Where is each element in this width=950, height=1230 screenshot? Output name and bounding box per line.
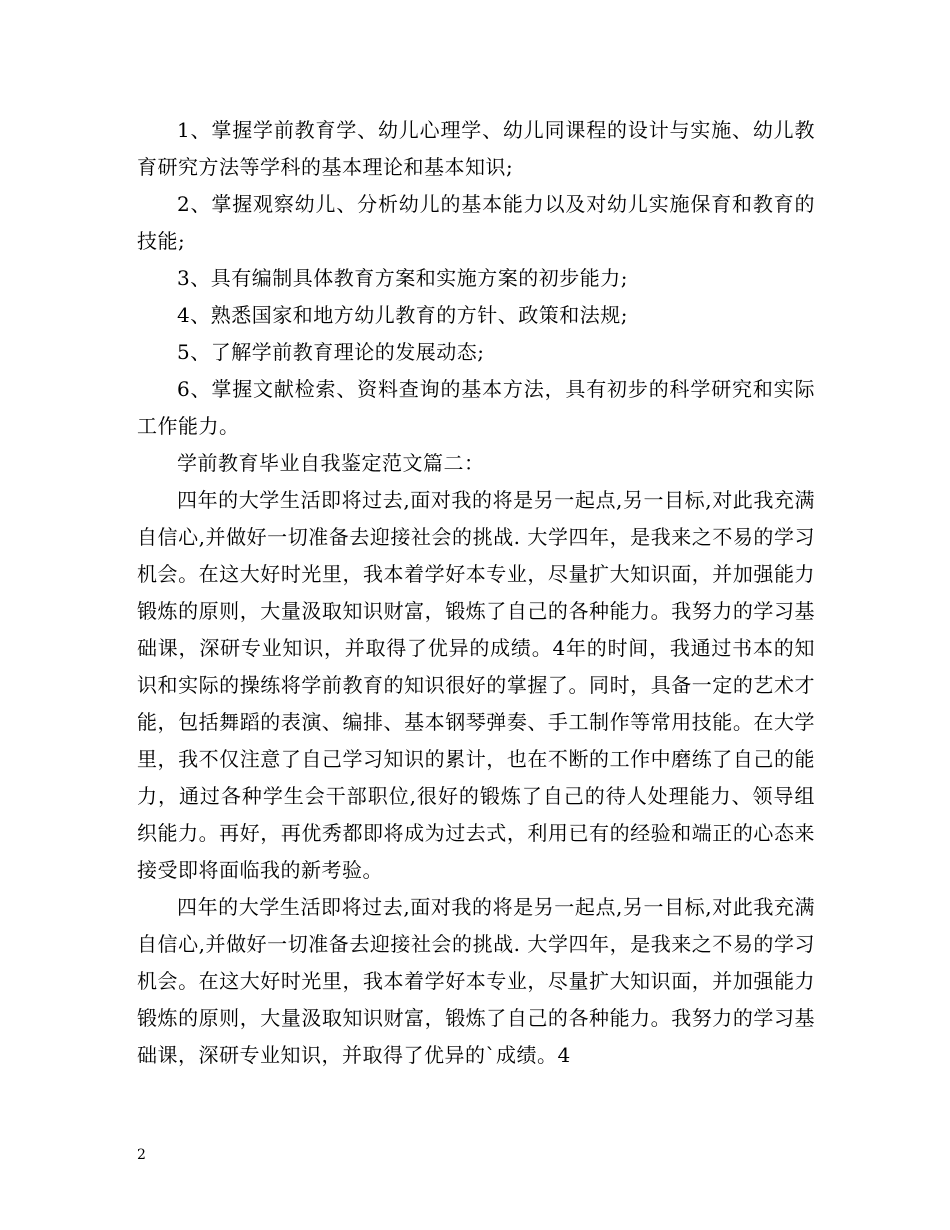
paragraph-objective-1: 1、掌握学前教育学、幼儿心理学、幼儿同课程的设计与实施、幼儿教育研究方法等学科的基本理论和基本知识; [137,118,815,179]
paragraph-body-2: 四年的大学生活即将过去,面对我的将是另一起点,另一目标,对此我充满自信心,并做好一切准备去迎接社会的挑战. 大学四年，是我来之不易的学习机会。在这大好时光里，我本着学好本专业，尽量扩大知识面，并加强能力锻炼的原则，大量汲取知识财富，锻炼了自己的各种能力。我努力的学习基础课，深研专业知识，并取得了优异的`成绩。4 [137,895,815,1067]
document-body [137,112,815,1074]
section-heading: 学前教育毕业自我鉴定范文篇二： [177,451,485,475]
paragraph-objective-2: 2、掌握观察幼儿、分析幼儿的基本能力以及对幼儿实施保育和教育的技能; [137,192,815,253]
page-number: 2 [137,1147,146,1163]
paragraph-objective-3: 3、具有编制具体教育方案和实施方案的初步能力; [177,266,628,290]
paragraph-objective-5: 5、了解学前教育理论的发展动态; [177,340,485,364]
paragraph-objective-6: 6、掌握文献检索、资料查询的基本方法，具有初步的科学研究和实际工作能力。 [137,377,815,438]
paragraph-objective-4: 4、熟悉国家和地方幼儿教育的方针、政策和法规; [177,303,628,327]
paragraph-body-1: 四年的大学生活即将过去,面对我的将是另一起点,另一目标,对此我充满自信心,并做好一切准备去迎接社会的挑战. 大学四年，是我来之不易的学习机会。在这大好时光里，我本着学好本专业，尽量扩大知识面，并加强能力锻炼的原则，大量汲取知识财富，锻炼了自己的各种能力。我努力的学习基础课，深研专业知识，并取得了优异的成绩。4年的时间，我通过书本的知识和实际的操练将学前教育的知识很好的掌握了。同时，具备一定的艺术才能，包括舞蹈的表演、编排、基本钢琴弹奏、手工制作等常用技能。在大学里，我不仅注意了自己学习知识的累计，也在不断的工作中磨练了自己的能力，通过各种学生会干部职位,很好的锻炼了自己的待人处理能力、领导组织能力。再好，再优秀都即将成为过去式，利用已有的经验和端正的心态来接受即将面临我的新考验。 [137,488,815,882]
